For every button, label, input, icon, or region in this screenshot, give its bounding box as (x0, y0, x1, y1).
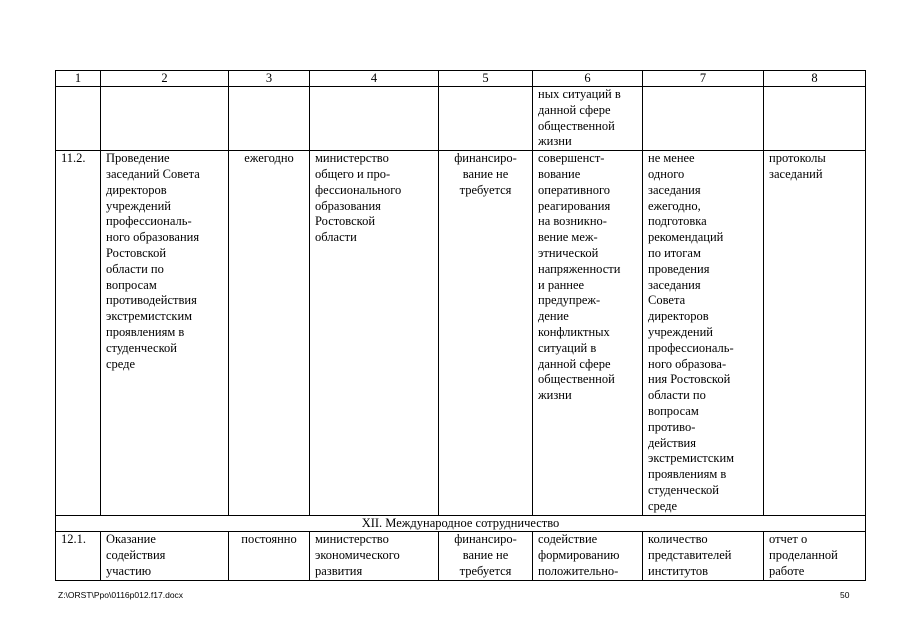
column-number: 1 (56, 71, 101, 87)
report-cell: протоколы заседаний (764, 151, 866, 515)
row-number: 12.1. (56, 532, 101, 580)
term-cell: ежегодно (229, 151, 310, 515)
column-number: 6 (533, 71, 643, 87)
result-cell: содействие формированию положительно- (533, 532, 643, 580)
term-cell: постоянно (229, 532, 310, 580)
column-number: 7 (643, 71, 764, 87)
page-number: 50 (840, 590, 850, 600)
table-row (56, 151, 866, 515)
measures-table (55, 70, 866, 581)
report-cell: отчет о проделанной работе (764, 532, 866, 580)
table-cell (56, 87, 101, 151)
table-cell (643, 87, 764, 151)
column-number-row (56, 71, 866, 87)
table-cell (439, 87, 533, 151)
executor-cell: министерство общего и про- фессионального образования Ростовской области (310, 151, 439, 515)
table-cell (101, 87, 229, 151)
financing-cell: финансиро- вание не требуется (439, 532, 533, 580)
row-number: 11.2. (56, 151, 101, 515)
table-cell (229, 87, 310, 151)
result-cell: ных ситуаций в данной сфере общественной жизни (533, 87, 643, 151)
section-row (56, 515, 866, 532)
file-path-footer: Z:\ORST\Ppo\0116p012.f17.docx (58, 590, 184, 600)
table-row (56, 532, 866, 580)
column-number: 8 (764, 71, 866, 87)
continuation-row (56, 87, 866, 151)
event-cell: Оказание содействия участию (101, 532, 229, 580)
indicator-cell: количество представителей институтов (643, 532, 764, 580)
column-number: 5 (439, 71, 533, 87)
table-cell (764, 87, 866, 151)
indicator-cell: не менее одного заседания ежегодно, подготовка рекомендаций по итогам проведения заседания Совета директоров учреждений профессиональ- ного образова- ния Ростовской области по вопросам противо- действия экстремистским проявлениям в студенческой среде (643, 151, 764, 515)
column-number: 3 (229, 71, 310, 87)
column-number: 2 (101, 71, 229, 87)
column-number: 4 (310, 71, 439, 87)
result-cell: совершенст- вование оперативного реагирования на возникно- вение меж- этнической напряженности и раннее предупреж- дение конфликтных ситуаций в данной сфере общественной жизни (533, 151, 643, 515)
section-title: XII. Международное сотрудничество (56, 515, 866, 532)
executor-cell: министерство экономического развития (310, 532, 439, 580)
table-cell (310, 87, 439, 151)
financing-cell: финансиро- вание не требуется (439, 151, 533, 515)
event-cell: Проведение заседаний Совета директоров учреждений профессиональ- ного образования Ростовской области по вопросам противодействия экстремистским проявлениям в студенческой среде (101, 151, 229, 515)
